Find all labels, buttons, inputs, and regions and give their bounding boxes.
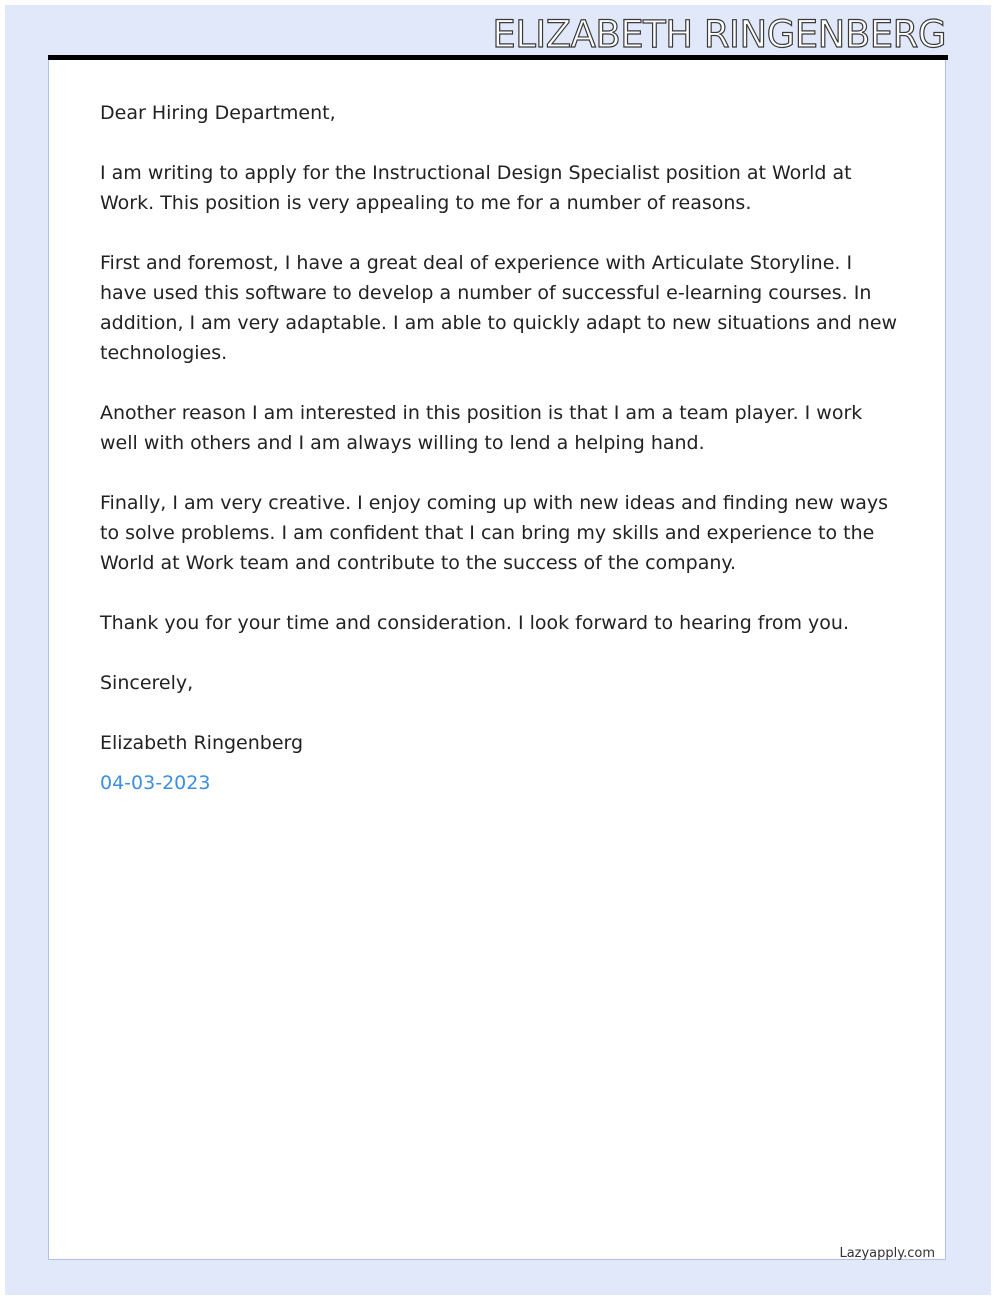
footer-brand: Lazyapply.com	[839, 1246, 935, 1261]
paragraph-thanks: Thank you for your time and consideration. I look forward to hearing from you.	[100, 612, 849, 634]
salutation: Dear Hiring Department,	[100, 102, 336, 124]
paragraph-experience: First and foremost, I have a great deal of experience with Articulate Storyline. I have used this software to develop a number of successful e-learning courses. In addition, I am very adaptable. I am able to quickly adapt to new situations and new technologies.	[100, 252, 898, 364]
closing: Sincerely,	[100, 672, 194, 694]
signature-name: Elizabeth Ringenberg	[100, 732, 304, 754]
paragraph-intro: I am writing to apply for the Instructional Design Specialist position at World at Work. This position is very appealing to me for a number of reasons.	[100, 162, 852, 214]
letter-body	[100, 98, 900, 798]
paragraph-creativity: Finally, I am very creative. I enjoy coming up with new ideas and finding new ways to solve problems. I am confident that I can bring my skills and experience to the World at Work team and contribute to the success of the company.	[100, 492, 889, 574]
applicant-name-header: ELIZABETH RINGENBERG	[492, 13, 946, 56]
letter-date: 04-03-2023	[100, 772, 211, 794]
paragraph-teamwork: Another reason I am interested in this position is that I am a team player. I work well with others and I am always willing to lend a helping hand.	[100, 402, 863, 454]
